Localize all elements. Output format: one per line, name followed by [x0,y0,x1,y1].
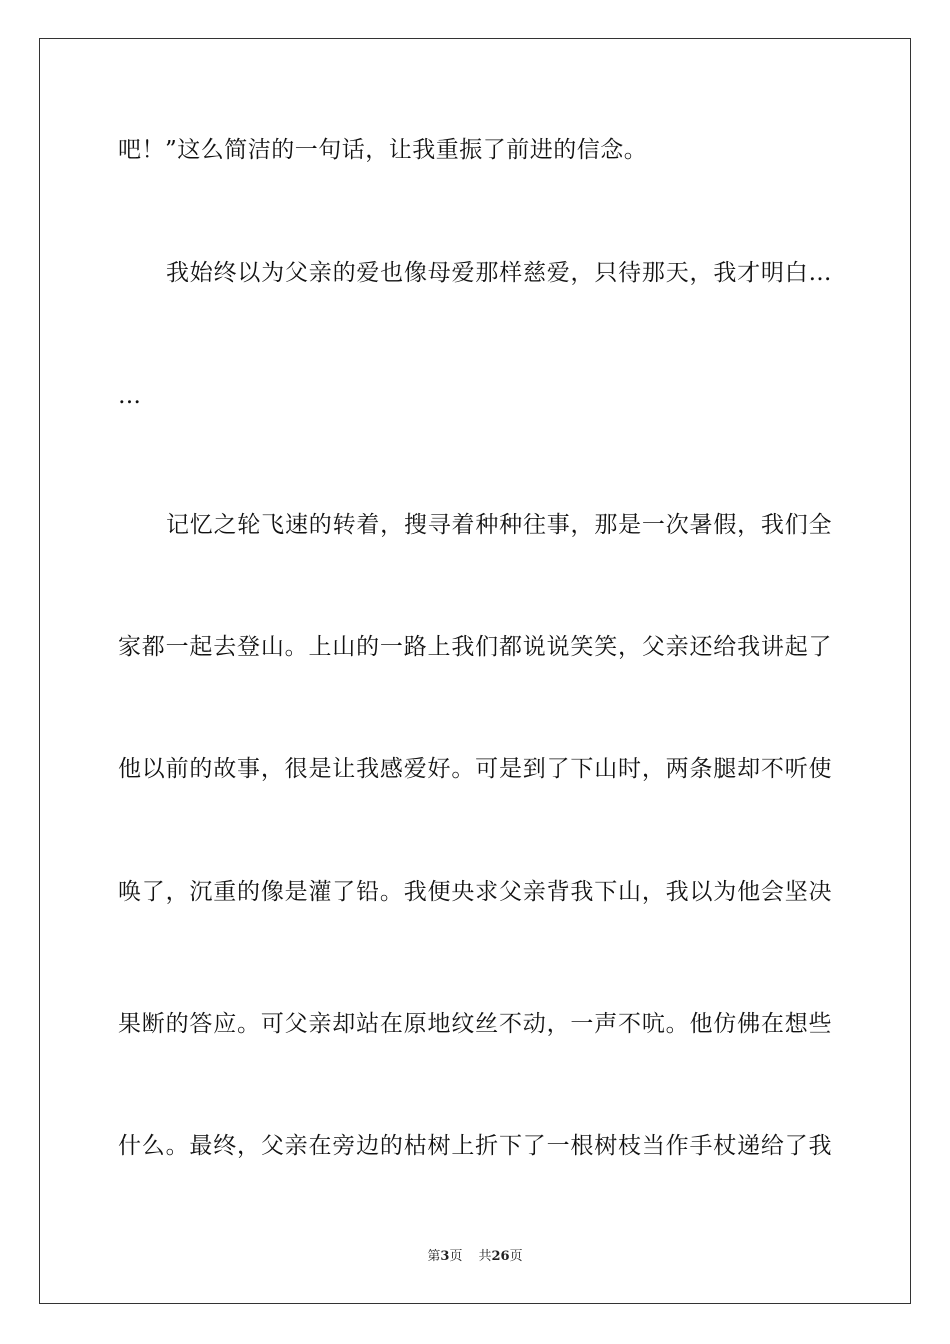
total-pages: 26 [491,1249,510,1264]
body-line-8: 果断的答应。可父亲却站在原地纹丝不动，一声不吭。他仿佛在想些 [118,1011,832,1037]
body-line-7: 唤了，沉重的像是灌了铅。我便央求父亲背我下山，我以为他会坚决 [118,879,832,905]
page-border [39,38,911,1304]
body-line-6: 他以前的故事，很是让我感爱好。可是到了下山时，两条腿却不听使 [118,756,832,782]
page-number: 3 [440,1249,450,1264]
body-line-4: 记忆之轮飞速的转着，搜寻着种种往事，那是一次暑假，我们全 [166,512,832,538]
body-line-1: 吧！”这么简洁的一句话，让我重振了前进的信念。 [118,137,648,163]
total-prefix: 共 [478,1249,492,1264]
page-prefix: 第 [427,1249,441,1264]
body-line-9: 什么。最终，父亲在旁边的枯树上折下了一根树枝当作手杖递给了我 [118,1133,832,1159]
body-line-5: 家都一起去登山。上山的一路上我们都说说笑笑，父亲还给我讲起了 [118,634,832,660]
body-line-2: 我始终以为父亲的爱也像母爱那样慈爱，只待那天，我才明白… [166,260,832,286]
page-suffix: 页 [449,1249,463,1264]
page-footer [0,1248,950,1266]
total-suffix: 页 [509,1249,523,1264]
body-line-3: … [118,383,142,409]
